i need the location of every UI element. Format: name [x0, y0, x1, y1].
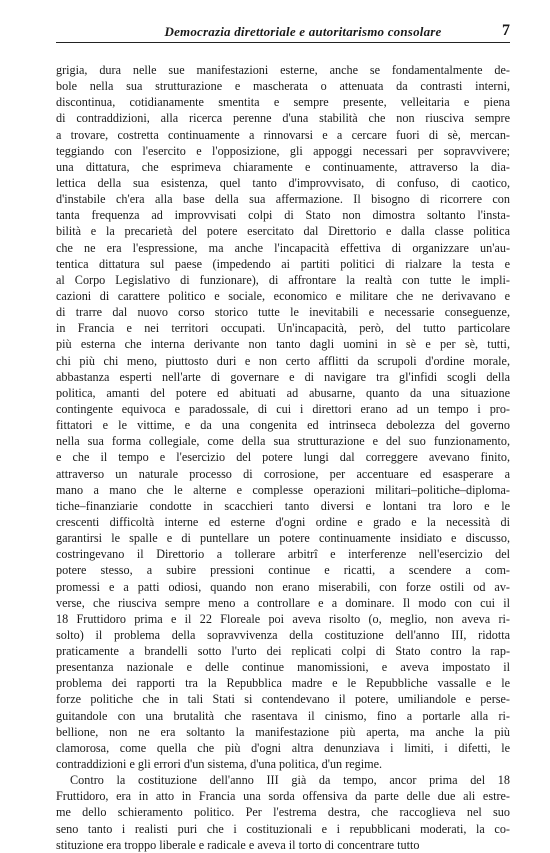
page-header — [56, 22, 510, 43]
text-line: attraverso un naturale processo di corrosione, per accentuare ed esasperare a — [56, 466, 510, 481]
text-line: me dello schieramento politico. Per l'estrema destra, che raccoglieva nel suo — [56, 805, 510, 820]
text-line: crescenti difficoltà interne ed esterne d'ogni ordine e grado e la necessità di — [56, 514, 510, 529]
text-line: guitandole con una brutalità che rasentava il cinismo, fino a portarle alla ri- — [56, 708, 510, 723]
text-line: mano a mano che le alterne e complesse operazioni militari–politiche–diploma- — [56, 482, 510, 497]
text-line: clamorosa, come quella che più d'ogni altra denunziava i limiti, i difetti, le — [56, 740, 510, 755]
text-line: più esterna che interna derivante non tanto dagli uomini in sè e per sè, tutti, — [56, 337, 510, 352]
text-line: stituzione era troppo liberale e radicale e aveva il torto di concentrare tutto — [56, 837, 420, 852]
text-line: teggiando con l'esercito e l'opposizione, gli appoggi necessari per sopravvivere; — [56, 143, 510, 158]
text-line: tiche–finanziarie condotte in scacchieri tanto diversi e lontani tra loro e le — [56, 498, 510, 513]
text-line: di contraddizioni, alla ricerca perenne d'una stabilità che non riusciva sempre — [56, 111, 510, 126]
text-line: lettica della sua esistenza, quel tanto d'improvvisato, di confuso, di caotico, — [56, 175, 510, 190]
text-line: praticamente a brandelli sotto l'urto dei replicati colpi di Stato contro la rap- — [56, 644, 510, 659]
text-line: a trovare, costretta continuamente a rinnovarsi e a cercare fuori di sè, mercan- — [56, 127, 510, 142]
running-title: Democrazia direttoriale e autoritarismo consolare — [164, 24, 442, 39]
text-line: potere stesso, a subire pressioni continue e ricatti, a scendere a com- — [56, 563, 510, 578]
text-line: discontinua, cotidianamente smentita e sempre presente, velleitaria e piena — [56, 95, 510, 110]
text-line: promessi e a patti odiosi, quando non erano miserabili, con forze ostili od av- — [56, 579, 510, 594]
text-line: in Francia e nei territori occupati. Un'incapacità, però, del tutto particolare — [56, 321, 510, 336]
text-line: tanta frequenza ad improvvisati colpi di Stato non dimostra soltanto l'insta- — [56, 208, 510, 223]
paragraph — [56, 772, 510, 853]
text-line: solto) il problema della sopravvivenza della costituzione dell'anno III, ridotta — [56, 627, 510, 642]
text-line: al Corpo Legislativo di funzionare), di affrontare la realtà con tutte le impli- — [56, 272, 510, 287]
text-line: garantirsi le spalle e di puntellare un potere continuamente insidiato e discusso, — [56, 531, 510, 546]
text-line: presentanza nazionale e delle continue manomissioni, e aveva impostato il — [56, 660, 510, 675]
text-line: 18 Fruttidoro prima e il 22 Floreale poi aveva risolto (o, meglio, non aveva ri- — [56, 611, 510, 626]
text-line: bellione, non ne era soltanto la manifestazione più aperta, ma anche la più — [56, 724, 510, 739]
text-line: d'instabile ch'era alla base della sua affermazione. Il bisogno di ricorrere con — [56, 192, 510, 207]
text-line: verse, che riusciva sempre meno a controllare e a dominare. Il modo con cui il — [56, 595, 510, 610]
text-line: nella sua forma collegiale, come della sua strutturazione e del suo funzionamento, — [56, 434, 510, 449]
paragraph — [56, 62, 510, 772]
text-line: fittatori e le vittime, e da una congenita ed intrinseca debolezza del governo — [56, 418, 510, 433]
text-line: grigia, dura nelle sue manifestazioni esterne, anche se fondamentalmente de- — [56, 63, 510, 77]
text-line: bole nella sua strutturazione e mascherata o attenuata da contrasti interni, — [56, 79, 510, 94]
text-line: chi più chi meno, piuttosto duri e non certo afflitti da scrupoli d'ordine morale, — [56, 353, 510, 368]
text-line: politica, amanti del potere ed abituati ad abusarne, quanto da una situazione — [56, 385, 510, 400]
text-line: una dittatura, che esprimeva chiaramente e continuamente, attraverso la dia- — [56, 159, 510, 174]
text-line: forze politiche che in tali Stati si contendevano il potere, umiliandole e perse- — [56, 692, 510, 707]
text-line: contingente equivoca e paradossale, di cui i direttori erano ad un tempo i pro- — [56, 401, 510, 416]
text-line: costringevano il Direttorio a tollerare arbitrî e interferenze nell'esercizio del — [56, 547, 510, 562]
text-line: che ne era l'espressione, ma anche l'incapacità effettiva di organizzare un'au- — [56, 240, 510, 255]
text-line: cazioni di carattere politico e sociale, economico e militare che ne derivavano e — [56, 288, 510, 303]
text-line: e che il tempo e l'esercizio del potere lungi dal correggere avevano finito, — [56, 450, 510, 465]
text-line: tentica dittatura sul paese (impedendo ai partiti politici di rialzare la testa e — [56, 256, 510, 271]
text-line: Fruttidoro, era in atto in Francia una sorda offensiva da parte delle due ali estre- — [56, 789, 510, 804]
text-line: problema dei rapporti tra la Repubblica madre e le Repubbliche vassalle e le — [56, 676, 510, 691]
text-line: contraddizioni e gli errori d'un sistema, d'una politica, d'un regime. — [56, 757, 383, 772]
text-line: bilità e la precarietà del potere esercitato dal Direttorio e dalla classe politica — [56, 224, 510, 239]
text-line: di trarre dal nuovo corso storico tutte le inevitabili e necessarie conseguenze, — [56, 305, 510, 320]
text-line: seno tanto i realisti puri che i costituzionali e i repubblicani moderati, la co- — [56, 821, 510, 836]
text-line: abbastanza esperti nell'arte di governare e di navigare tra gl'infidi scogli della — [56, 369, 510, 384]
text-line: Contro la costituzione dell'anno III già da tempo, ancor prima del 18 — [70, 773, 510, 788]
page-number: 7 — [502, 22, 510, 39]
body-text — [56, 62, 510, 853]
